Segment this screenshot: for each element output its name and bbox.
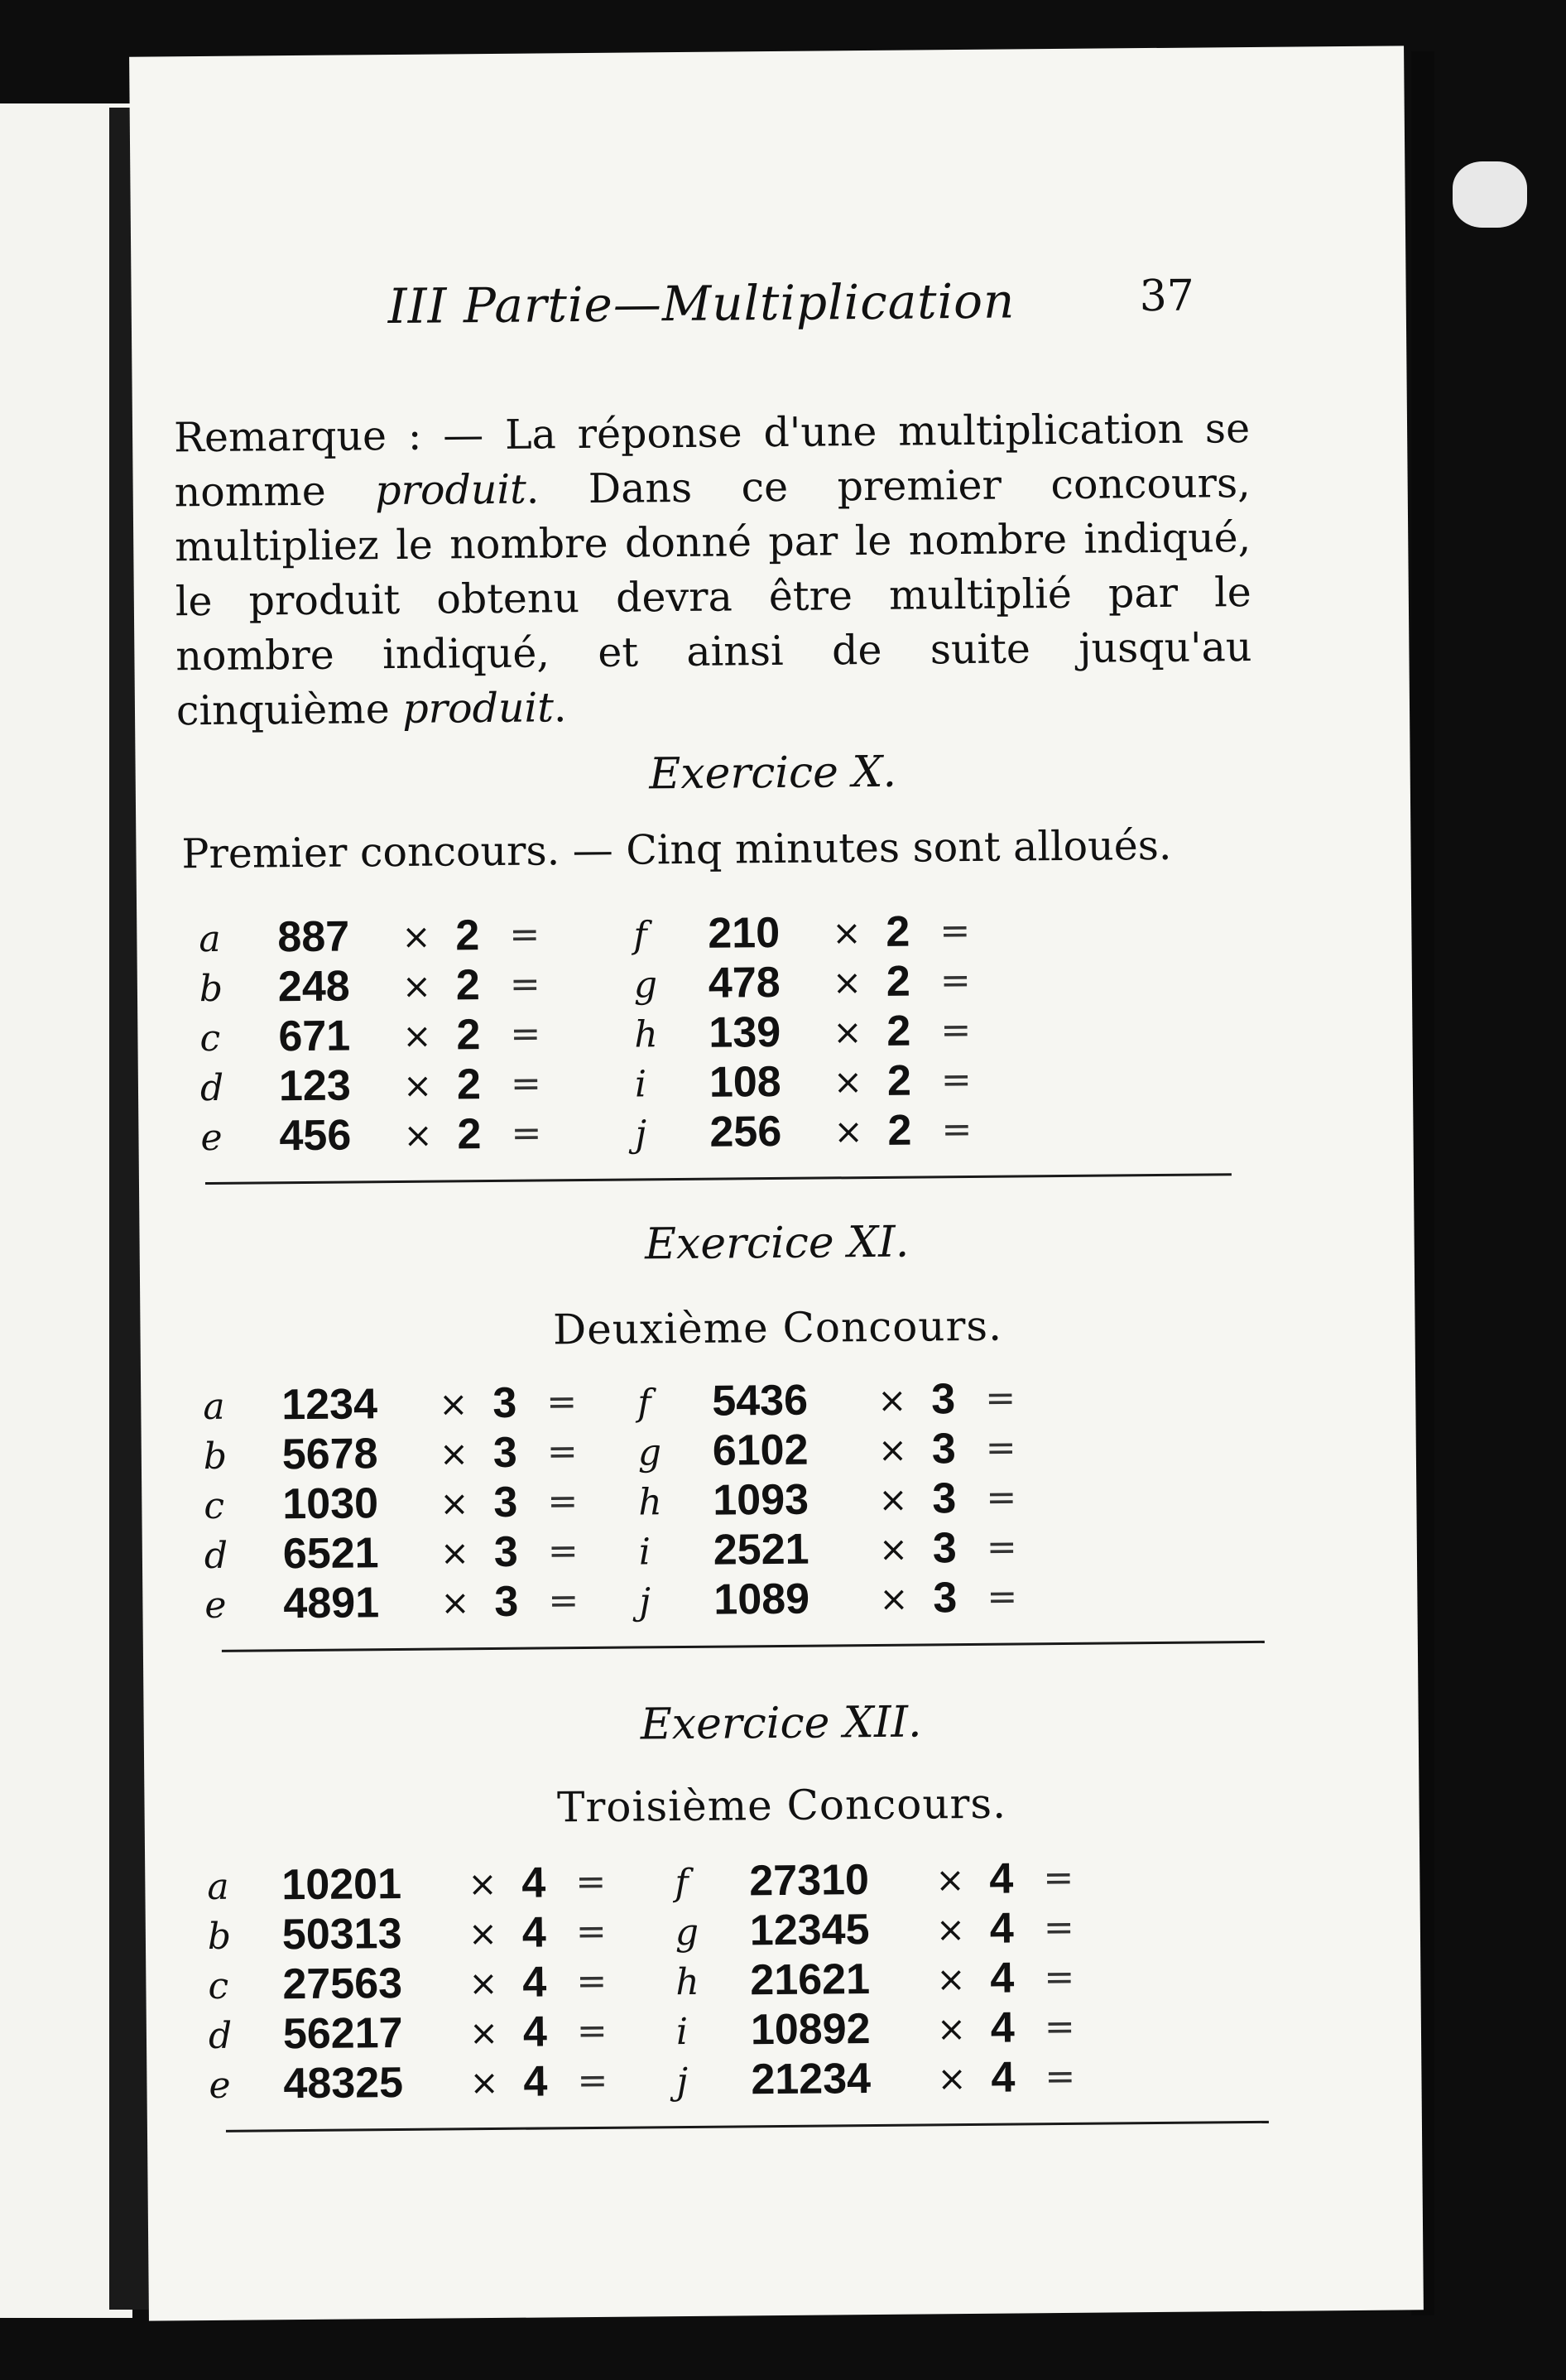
multiplicand: 108 xyxy=(709,1057,781,1107)
multiplier: 2 xyxy=(456,1060,482,1109)
problem-letter: b xyxy=(207,1915,232,1959)
multiplicand: 21621 xyxy=(750,1955,871,2005)
problem-row xyxy=(138,1101,1413,1161)
multiplicand: 6102 xyxy=(712,1426,809,1475)
problem-letter: h xyxy=(675,1960,699,2004)
times-sign: × xyxy=(937,2058,967,2099)
problem-letter: f xyxy=(637,1382,651,1425)
multiplicand: 5436 xyxy=(712,1376,809,1426)
equals-sign: = xyxy=(1043,1906,1074,1950)
times-sign: × xyxy=(439,1383,468,1425)
times-sign: × xyxy=(401,916,431,957)
problem-letter: a xyxy=(207,1865,229,1909)
equals-sign: = xyxy=(511,1112,542,1155)
equals-sign: = xyxy=(941,1108,973,1152)
problem-letter: j xyxy=(635,1113,647,1156)
equals-sign: = xyxy=(575,1860,607,1904)
multiplicand: 256 xyxy=(709,1107,782,1156)
problem-letter: i xyxy=(638,1531,651,1574)
problem-row xyxy=(147,2049,1421,2109)
problem-letter: d xyxy=(199,1066,224,1110)
divider-rule xyxy=(226,2121,1269,2132)
equals-sign: = xyxy=(575,1910,607,1954)
times-sign: × xyxy=(833,1061,863,1103)
remark-term: produit xyxy=(374,465,527,515)
problem-letter: c xyxy=(199,1017,221,1060)
multiplier: 4 xyxy=(523,2057,548,2106)
problem-letter: h xyxy=(638,1481,662,1524)
equals-sign: = xyxy=(939,959,971,1002)
multiplicand: 210 xyxy=(708,908,781,958)
equals-sign: = xyxy=(1045,2055,1076,2099)
times-sign: × xyxy=(833,1111,863,1152)
divider-rule xyxy=(205,1173,1232,1185)
exercise-subtitle: Troisième Concours. xyxy=(556,1779,1007,1832)
multiplicand: 2521 xyxy=(713,1525,809,1575)
remark-end: . xyxy=(553,684,567,732)
problem-letter: j xyxy=(639,1580,651,1623)
multiplier: 2 xyxy=(886,1007,911,1055)
multiplicand: 27310 xyxy=(749,1856,870,1906)
times-sign: × xyxy=(439,1433,469,1474)
multiplicand: 1030 xyxy=(282,1479,379,1529)
multiplicand: 1234 xyxy=(281,1380,378,1430)
multiplier: 3 xyxy=(492,1428,518,1477)
multiplier: 2 xyxy=(886,907,910,956)
times-sign: × xyxy=(832,912,862,954)
times-sign: × xyxy=(877,1379,907,1421)
multiplicand: 21234 xyxy=(751,2055,872,2104)
problem-letter: f xyxy=(675,1861,689,1905)
multiplicand: 48325 xyxy=(283,2058,404,2108)
multiplicand: 10201 xyxy=(281,1859,402,1910)
equals-sign: = xyxy=(577,2059,608,2103)
multiplier: 3 xyxy=(931,1425,956,1474)
multiplier: 4 xyxy=(522,1958,547,2007)
problem-letter: e xyxy=(200,1116,223,1160)
equals-sign: = xyxy=(986,1526,1017,1569)
exercise-grid xyxy=(145,1850,1419,2108)
problem-letter: f xyxy=(633,914,647,957)
exercise-title: Exercice XII. xyxy=(640,1697,922,1750)
multiplier: 3 xyxy=(493,1527,519,1576)
multiplier: 2 xyxy=(457,1110,482,1159)
times-sign: × xyxy=(402,1065,433,1106)
multiplicand: 10892 xyxy=(750,2005,871,2055)
multiplier: 4 xyxy=(990,1954,1015,2003)
times-sign: × xyxy=(403,1114,433,1156)
multiplicand: 671 xyxy=(278,1012,351,1061)
times-sign: × xyxy=(878,1528,909,1570)
problem-letter: b xyxy=(199,967,223,1011)
equals-sign: = xyxy=(1043,1856,1074,1900)
problem-letter: d xyxy=(204,1534,228,1578)
problem-row xyxy=(142,1569,1417,1629)
problem-letter: a xyxy=(199,917,221,961)
book-page xyxy=(129,46,1424,2320)
multiplier: 3 xyxy=(932,1474,957,1523)
times-sign: × xyxy=(468,2012,499,2054)
times-sign: × xyxy=(877,1429,908,1470)
multiplicand: 1093 xyxy=(713,1475,809,1525)
multiplicand: 50313 xyxy=(281,1909,402,1959)
equals-sign: = xyxy=(576,2009,608,2053)
multiplier: 3 xyxy=(932,1524,958,1573)
problem-letter: c xyxy=(204,1484,225,1528)
multiplicand: 478 xyxy=(708,958,781,1007)
multiplier: 4 xyxy=(989,1904,1015,1953)
multiplicand: 456 xyxy=(279,1111,352,1161)
equals-sign: = xyxy=(509,913,540,956)
multiplicand: 27563 xyxy=(282,1959,403,2009)
remark-term-2: produit xyxy=(402,684,555,733)
remark-lead: Remarque : — La réponse d'une multiplication se nomme xyxy=(173,404,1251,517)
times-sign: × xyxy=(832,962,862,1003)
exercise-title: Exercice XI. xyxy=(644,1217,910,1270)
multiplier: 4 xyxy=(990,2003,1016,2052)
multiplier: 4 xyxy=(521,1858,546,1907)
equals-sign: = xyxy=(940,1058,973,1102)
problem-letter: e xyxy=(204,1584,227,1628)
equals-sign: = xyxy=(985,1377,1016,1420)
equals-sign: = xyxy=(939,909,971,953)
exercise-title: Exercice X. xyxy=(649,747,897,800)
times-sign: × xyxy=(440,1483,469,1524)
problem-letter: g xyxy=(637,1431,662,1474)
times-sign: × xyxy=(469,2061,499,2104)
problem-letter: h xyxy=(634,1013,658,1056)
multiplicand: 887 xyxy=(277,912,350,962)
remark-body: . Dans ce premier concours, multipliez le nombre donné par le nombre indiqué, le produit obtenu devra être multiplié par le nombre indiqué, et ainsi de suite jusqu'au cinquième xyxy=(175,459,1252,735)
problem-letter: g xyxy=(675,1911,699,1954)
multiplier: 4 xyxy=(521,1908,547,1957)
equals-sign: = xyxy=(547,1530,579,1573)
multiplicand: 5678 xyxy=(281,1430,378,1479)
times-sign: × xyxy=(936,1959,966,2000)
times-sign: × xyxy=(878,1478,908,1520)
equals-sign: = xyxy=(576,1959,608,2003)
times-sign: × xyxy=(401,965,432,1007)
equals-sign: = xyxy=(940,1008,972,1052)
multiplier: 3 xyxy=(494,1577,519,1626)
multiplier: 3 xyxy=(933,1574,958,1623)
times-sign: × xyxy=(468,1863,497,1905)
equals-sign: = xyxy=(986,1476,1017,1519)
multiplicand: 123 xyxy=(278,1061,351,1111)
times-sign: × xyxy=(468,1962,498,2004)
equals-sign: = xyxy=(509,963,540,1006)
equals-sign: = xyxy=(510,1012,541,1055)
multiplier: 2 xyxy=(455,961,481,1010)
divider-rule xyxy=(222,1641,1265,1652)
problem-letter: i xyxy=(634,1063,647,1106)
times-sign: × xyxy=(935,1909,966,1950)
times-sign: × xyxy=(440,1532,470,1574)
multiplier: 2 xyxy=(456,1011,481,1060)
equals-sign: = xyxy=(987,1575,1018,1618)
multiplier: 4 xyxy=(991,2053,1016,2102)
times-sign: × xyxy=(833,1012,862,1053)
multiplier: 4 xyxy=(522,2007,548,2056)
equals-sign: = xyxy=(546,1381,578,1424)
equals-sign: = xyxy=(985,1426,1016,1469)
running-header xyxy=(131,269,1406,354)
times-sign: × xyxy=(402,1015,432,1056)
multiplicand: 6521 xyxy=(282,1529,379,1579)
page-number: 37 xyxy=(1139,271,1195,322)
problem-letter: j xyxy=(676,2060,689,2104)
multiplier: 2 xyxy=(886,1056,912,1105)
paper-fragment xyxy=(1453,161,1527,228)
multiplicand: 56217 xyxy=(282,2008,403,2059)
exercise-subtitle: Premier concours. — Cinq minutes sont alloués. xyxy=(181,821,1172,878)
multiplier: 2 xyxy=(886,957,911,1006)
times-sign: × xyxy=(468,1912,498,1954)
multiplicand: 248 xyxy=(277,962,350,1012)
section-title: III Partie—Multiplication xyxy=(387,272,1016,335)
remark-paragraph xyxy=(174,401,1252,738)
times-sign: × xyxy=(440,1582,470,1623)
multiplier: 3 xyxy=(931,1375,956,1424)
multiplier: 4 xyxy=(989,1854,1014,1903)
exercise-subtitle: Deuxième Concours. xyxy=(552,1301,1003,1354)
problem-letter: d xyxy=(208,2014,233,2058)
times-sign: × xyxy=(935,1859,965,1901)
problem-letter: b xyxy=(203,1435,228,1478)
multiplier: 3 xyxy=(493,1478,518,1527)
equals-sign: = xyxy=(547,1480,579,1523)
problem-letter: e xyxy=(209,2064,231,2108)
multiplicand: 4891 xyxy=(283,1579,380,1628)
multiplicand: 139 xyxy=(709,1007,781,1057)
multiplier: 3 xyxy=(492,1378,517,1427)
multiplicand: 1089 xyxy=(713,1575,810,1624)
times-sign: × xyxy=(936,2008,967,2050)
equals-sign: = xyxy=(548,1579,579,1623)
equals-sign: = xyxy=(1044,2005,1076,2049)
equals-sign: = xyxy=(546,1430,578,1474)
multiplicand: 12345 xyxy=(749,1906,870,1955)
problem-letter: c xyxy=(208,1964,229,2008)
multiplier: 2 xyxy=(455,911,480,960)
problem-letter: i xyxy=(675,2010,689,2054)
exercise-grid xyxy=(141,1370,1415,1628)
equals-sign: = xyxy=(1044,1955,1075,1999)
equals-sign: = xyxy=(510,1062,542,1105)
problem-letter: g xyxy=(633,964,658,1007)
problem-letter: a xyxy=(203,1385,225,1429)
multiplier: 2 xyxy=(887,1106,912,1155)
exercise-grid xyxy=(137,902,1411,1161)
times-sign: × xyxy=(879,1578,909,1619)
